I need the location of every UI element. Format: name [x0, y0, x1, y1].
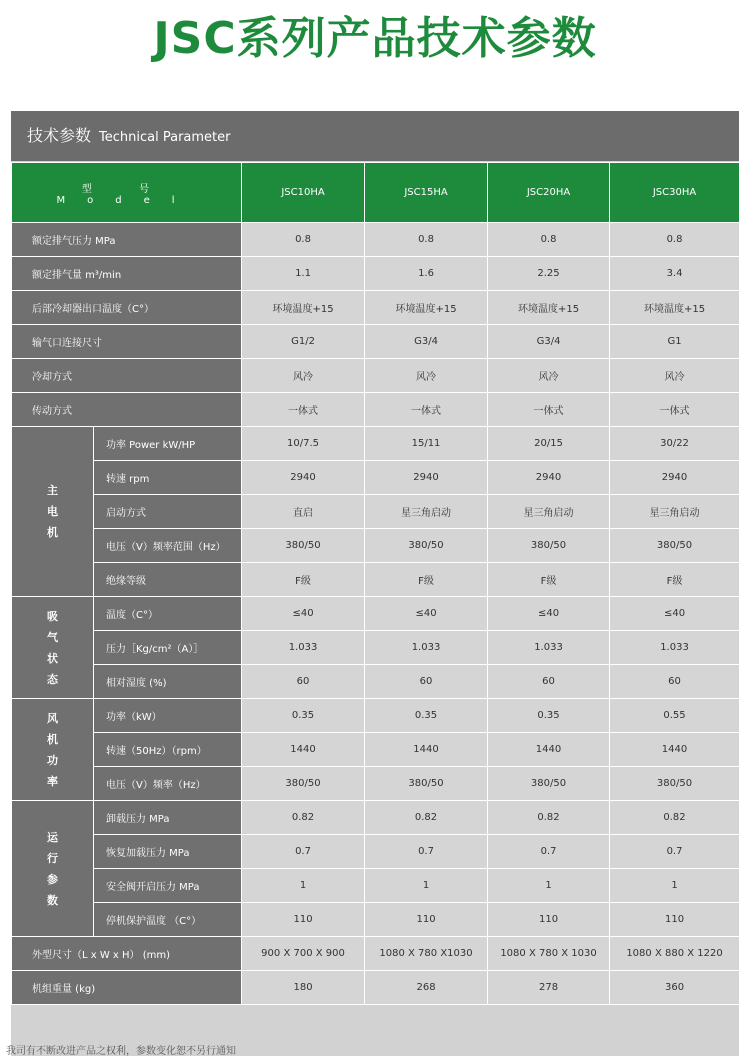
spec-label: 额定排气量 m³/min: [12, 257, 242, 291]
spec-value: 110: [242, 903, 365, 937]
spec-row: [12, 495, 740, 529]
spec-value: ≤40: [610, 597, 740, 631]
spec-value: 380/50: [610, 767, 740, 801]
spec-row: [12, 699, 740, 733]
spec-label: 额定排气压力 MPa: [12, 223, 242, 257]
spec-label: 功率 Power kW/HP: [94, 427, 242, 461]
spec-value: 180: [242, 971, 365, 1005]
spec-value: 2940: [242, 461, 365, 495]
spec-value: 星三角启动: [488, 495, 610, 529]
spec-label: 电压（V）频率范围（Hz）: [94, 529, 242, 563]
spec-value: 1.033: [488, 631, 610, 665]
section-title-en: Technical Parameter: [99, 130, 231, 145]
spec-value: 110: [488, 903, 610, 937]
spec-value: ≤40: [488, 597, 610, 631]
spec-value: 60: [242, 665, 365, 699]
spec-value: 风冷: [488, 359, 610, 393]
spec-label: 机组重量 (kg): [12, 971, 242, 1005]
spec-value: 380/50: [242, 767, 365, 801]
spec-row: [12, 869, 740, 903]
spec-value: 0.35: [365, 699, 488, 733]
spec-value: G3/4: [365, 325, 488, 359]
spec-value: 2940: [365, 461, 488, 495]
spec-value: 1: [365, 869, 488, 903]
spec-value: 直启: [242, 495, 365, 529]
spec-value: 星三角启动: [610, 495, 740, 529]
spec-label: 温度（C°）: [94, 597, 242, 631]
spec-value: G1: [610, 325, 740, 359]
spec-label: 电压（V）频率（Hz）: [94, 767, 242, 801]
spec-value: 一体式: [610, 393, 740, 427]
spec-value: 0.82: [610, 801, 740, 835]
spec-value: 60: [365, 665, 488, 699]
spec-row: [12, 257, 740, 291]
spec-value: 1.1: [242, 257, 365, 291]
spec-value: 380/50: [365, 767, 488, 801]
spec-label: 输气口连接尺寸: [12, 325, 242, 359]
spec-value: 0.82: [488, 801, 610, 835]
spec-value: F级: [242, 563, 365, 597]
spec-label: 安全阀开启压力 MPa: [94, 869, 242, 903]
spec-value: 3.4: [610, 257, 740, 291]
footnote: 我司有不断改进产品之权利，参数变化恕不另行通知: [6, 1046, 236, 1057]
spec-row: [12, 597, 740, 631]
spec-row: [12, 223, 740, 257]
spec-value: 星三角启动: [365, 495, 488, 529]
spec-value: 一体式: [242, 393, 365, 427]
spec-table: [11, 162, 740, 1005]
spec-row: [12, 733, 740, 767]
spec-value: 60: [610, 665, 740, 699]
spec-value: F级: [365, 563, 488, 597]
spec-value: 2.25: [488, 257, 610, 291]
spec-row: [12, 529, 740, 563]
spec-value: 0.7: [488, 835, 610, 869]
page-title: JSC系列产品技术参数: [153, 13, 597, 64]
spec-value: 环境温度+15: [610, 291, 740, 325]
spec-row: [12, 393, 740, 427]
spec-label: 功率（kW）: [94, 699, 242, 733]
model-name: JSC15HA: [365, 163, 488, 223]
spec-value: F级: [488, 563, 610, 597]
spec-value: 380/50: [365, 529, 488, 563]
spec-row: [12, 665, 740, 699]
spec-row: [12, 359, 740, 393]
spec-row: [12, 631, 740, 665]
spec-value: 0.55: [610, 699, 740, 733]
section-header: [11, 111, 739, 161]
spec-value: 0.8: [610, 223, 740, 257]
spec-value: 0.35: [488, 699, 610, 733]
spec-value: 1080 X 780 X 1030: [488, 937, 610, 971]
spec-value: 1: [488, 869, 610, 903]
spec-value: 1.033: [242, 631, 365, 665]
group-label: 风 机 功 率: [12, 699, 94, 801]
spec-value: 环境温度+15: [365, 291, 488, 325]
model-name: JSC10HA: [242, 163, 365, 223]
spec-value: 380/50: [488, 767, 610, 801]
group-label: 运 行 参 数: [12, 801, 94, 937]
spec-value: ≤40: [242, 597, 365, 631]
spec-value: 380/50: [242, 529, 365, 563]
spec-value: 1: [610, 869, 740, 903]
spec-value: 2940: [610, 461, 740, 495]
spec-row: [12, 427, 740, 461]
group-label: 主 电 机: [12, 427, 94, 597]
spec-value: 0.82: [365, 801, 488, 835]
spec-value: 风冷: [365, 359, 488, 393]
spec-value: 900 X 700 X 900: [242, 937, 365, 971]
spec-row: [12, 937, 740, 971]
spec-value: 1080 X 880 X 1220: [610, 937, 740, 971]
spec-value: 0.7: [365, 835, 488, 869]
spec-label: 压力［Kg/cm²（A）］: [94, 631, 242, 665]
spec-value: G1/2: [242, 325, 365, 359]
spec-value: 1440: [610, 733, 740, 767]
spec-value: G3/4: [488, 325, 610, 359]
spec-value: 20/15: [488, 427, 610, 461]
spec-value: 10/7.5: [242, 427, 365, 461]
spec-value: 1440: [242, 733, 365, 767]
spec-value: 0.8: [242, 223, 365, 257]
spec-row: [12, 835, 740, 869]
spec-value: 一体式: [365, 393, 488, 427]
spec-value: 1440: [488, 733, 610, 767]
spec-value: 风冷: [610, 359, 740, 393]
spec-value: 380/50: [610, 529, 740, 563]
spec-value: F级: [610, 563, 740, 597]
spec-value: 1.6: [365, 257, 488, 291]
spec-label: 转速（50Hz）（rpm）: [94, 733, 242, 767]
spec-value: 1.033: [610, 631, 740, 665]
spec-label: 绝缘等级: [94, 563, 242, 597]
spec-label: 冷却方式: [12, 359, 242, 393]
spec-value: 60: [488, 665, 610, 699]
spec-value: 一体式: [488, 393, 610, 427]
spec-row: [12, 325, 740, 359]
spec-label: 卸载压力 MPa: [94, 801, 242, 835]
spec-value: 110: [365, 903, 488, 937]
spec-row: [12, 461, 740, 495]
spec-value: 1: [242, 869, 365, 903]
model-name: JSC20HA: [488, 163, 610, 223]
spec-value: 380/50: [488, 529, 610, 563]
spec-value: 环境温度+15: [488, 291, 610, 325]
spec-row: [12, 801, 740, 835]
spec-value: 15/11: [365, 427, 488, 461]
group-label: 吸 气 状 态: [12, 597, 94, 699]
spec-row: [12, 291, 740, 325]
spec-value: ≤40: [365, 597, 488, 631]
spec-value: 360: [610, 971, 740, 1005]
spec-label: 停机保护温度 （C°）: [94, 903, 242, 937]
spec-value: 0.8: [488, 223, 610, 257]
spec-value: 环境温度+15: [242, 291, 365, 325]
spec-value: 风冷: [242, 359, 365, 393]
spec-value: 1440: [365, 733, 488, 767]
spec-label: 启动方式: [94, 495, 242, 529]
spec-row: [12, 767, 740, 801]
spec-label: 后部冷却器出口温度（C°）: [12, 291, 242, 325]
spec-value: 1.033: [365, 631, 488, 665]
spec-value: 2940: [488, 461, 610, 495]
spec-label: 转速 rpm: [94, 461, 242, 495]
spec-value: 0.82: [242, 801, 365, 835]
spec-value: 278: [488, 971, 610, 1005]
spec-row: [12, 971, 740, 1005]
spec-value: 0.8: [365, 223, 488, 257]
spec-row: [12, 563, 740, 597]
spec-value: 268: [365, 971, 488, 1005]
spec-value: 0.7: [242, 835, 365, 869]
spec-label: 外型尺寸（L x W x H） (mm): [12, 937, 242, 971]
spec-value: 0.35: [242, 699, 365, 733]
spec-label: 相对湿度 (%): [94, 665, 242, 699]
model-name: JSC30HA: [610, 163, 740, 223]
spec-label: 传动方式: [12, 393, 242, 427]
spec-value: 110: [610, 903, 740, 937]
spec-value: 30/22: [610, 427, 740, 461]
spec-value: 0.7: [610, 835, 740, 869]
section-title-cn: 技术参数: [27, 126, 92, 145]
spec-value: 1080 X 780 X1030: [365, 937, 488, 971]
spec-label: 恢复加载压力 MPa: [94, 835, 242, 869]
model-header-row: [12, 163, 740, 223]
spec-row: [12, 903, 740, 937]
model-label: 型 号 Model: [12, 163, 242, 223]
